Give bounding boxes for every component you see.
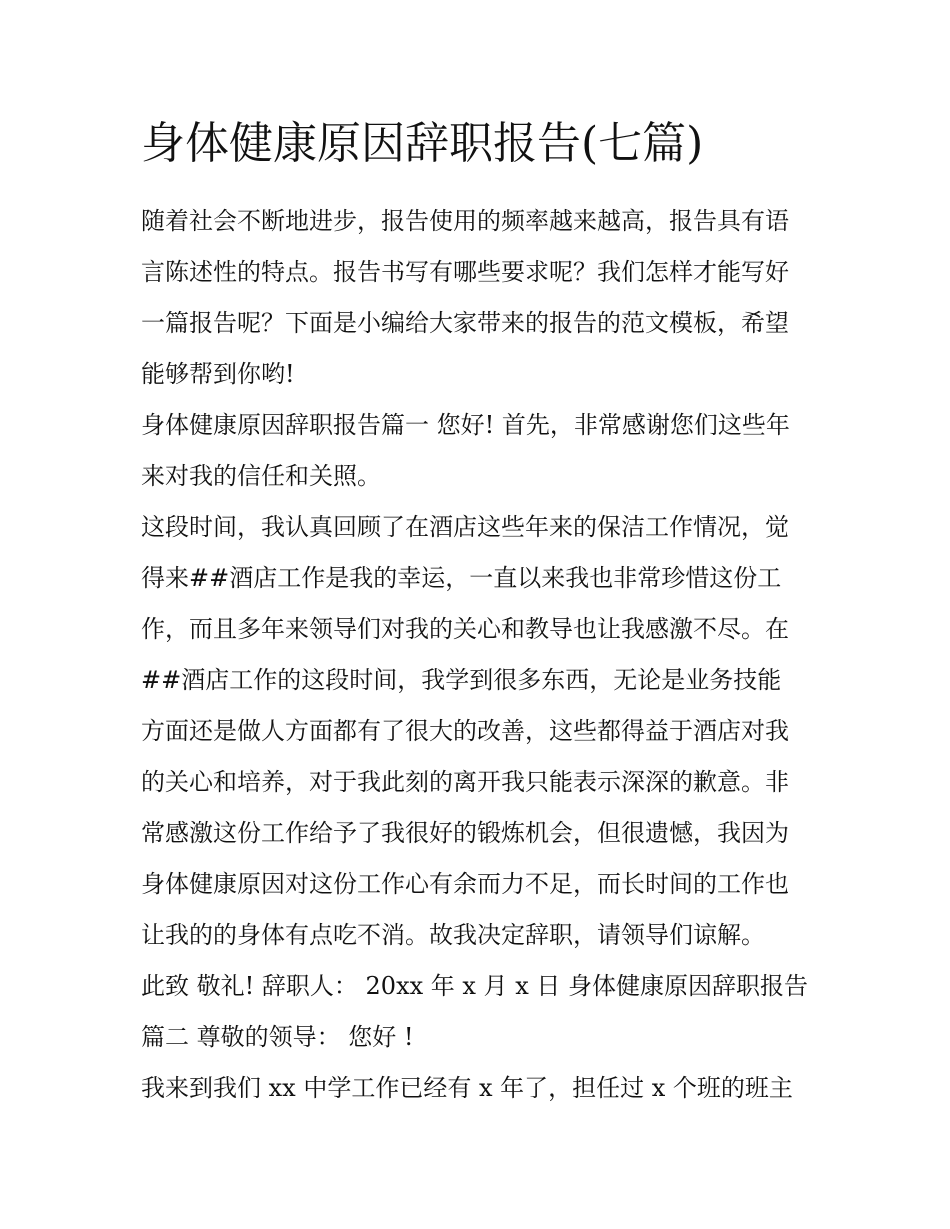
- body-line: 来对我的信任和关照。: [141, 462, 381, 490]
- body-line: 常感激这份工作给予了我很好的锻炼机会，但很遗憾，我因为: [141, 819, 789, 847]
- body-line: 身体健康原因对这份工作心有余而力不足，而长时间的工作也: [141, 870, 789, 898]
- body-line: 我来到我们 xx 中学工作已经有 x 年了，担任过 x 个班的班主: [141, 1074, 793, 1102]
- body-line: 随着社会不断地进步，报告使用的频率越来越高，报告具有语: [141, 207, 789, 235]
- body-line: 这段时间，我认真回顾了在酒店这些年来的保洁工作情况，觉: [141, 513, 789, 541]
- body-line: 言陈述性的特点。报告书写有哪些要求呢？我们怎样才能写好: [141, 258, 789, 286]
- body-line: 能够帮到你哟!: [141, 360, 295, 388]
- body-line: 让我的的身体有点吃不消。故我决定辞职，请领导们谅解。: [141, 921, 765, 949]
- body-line: 方面还是做人方面都有了很大的改善，这些都得益于酒店对我: [141, 717, 789, 745]
- body-line: 得来##酒店工作是我的幸运，一直以来我也非常珍惜这份工: [141, 564, 782, 592]
- body-line: 身体健康原因辞职报告篇一 您好! 首先，非常感谢您们这些年: [141, 411, 790, 439]
- body-line: 作，而且多年来领导们对我的关心和教导也让我感激不尽。在: [141, 615, 789, 643]
- body-line: 一篇报告呢？下面是小编给大家带来的报告的范文模板，希望: [141, 309, 789, 337]
- document-title: 身体健康原因辞职报告(七篇): [141, 118, 704, 169]
- body-line: 篇二 尊敬的领导： 您好 !: [141, 1023, 414, 1051]
- body-line: 此致 敬礼! 辞职人： 20xx 年 x 月 x 日 身体健康原因辞职报告: [141, 972, 808, 1000]
- body-line: ##酒店工作的这段时间，我学到很多东西，无论是业务技能: [141, 666, 782, 694]
- body-line: 的关心和培养，对于我此刻的离开我只能表示深深的歉意。非: [141, 768, 789, 796]
